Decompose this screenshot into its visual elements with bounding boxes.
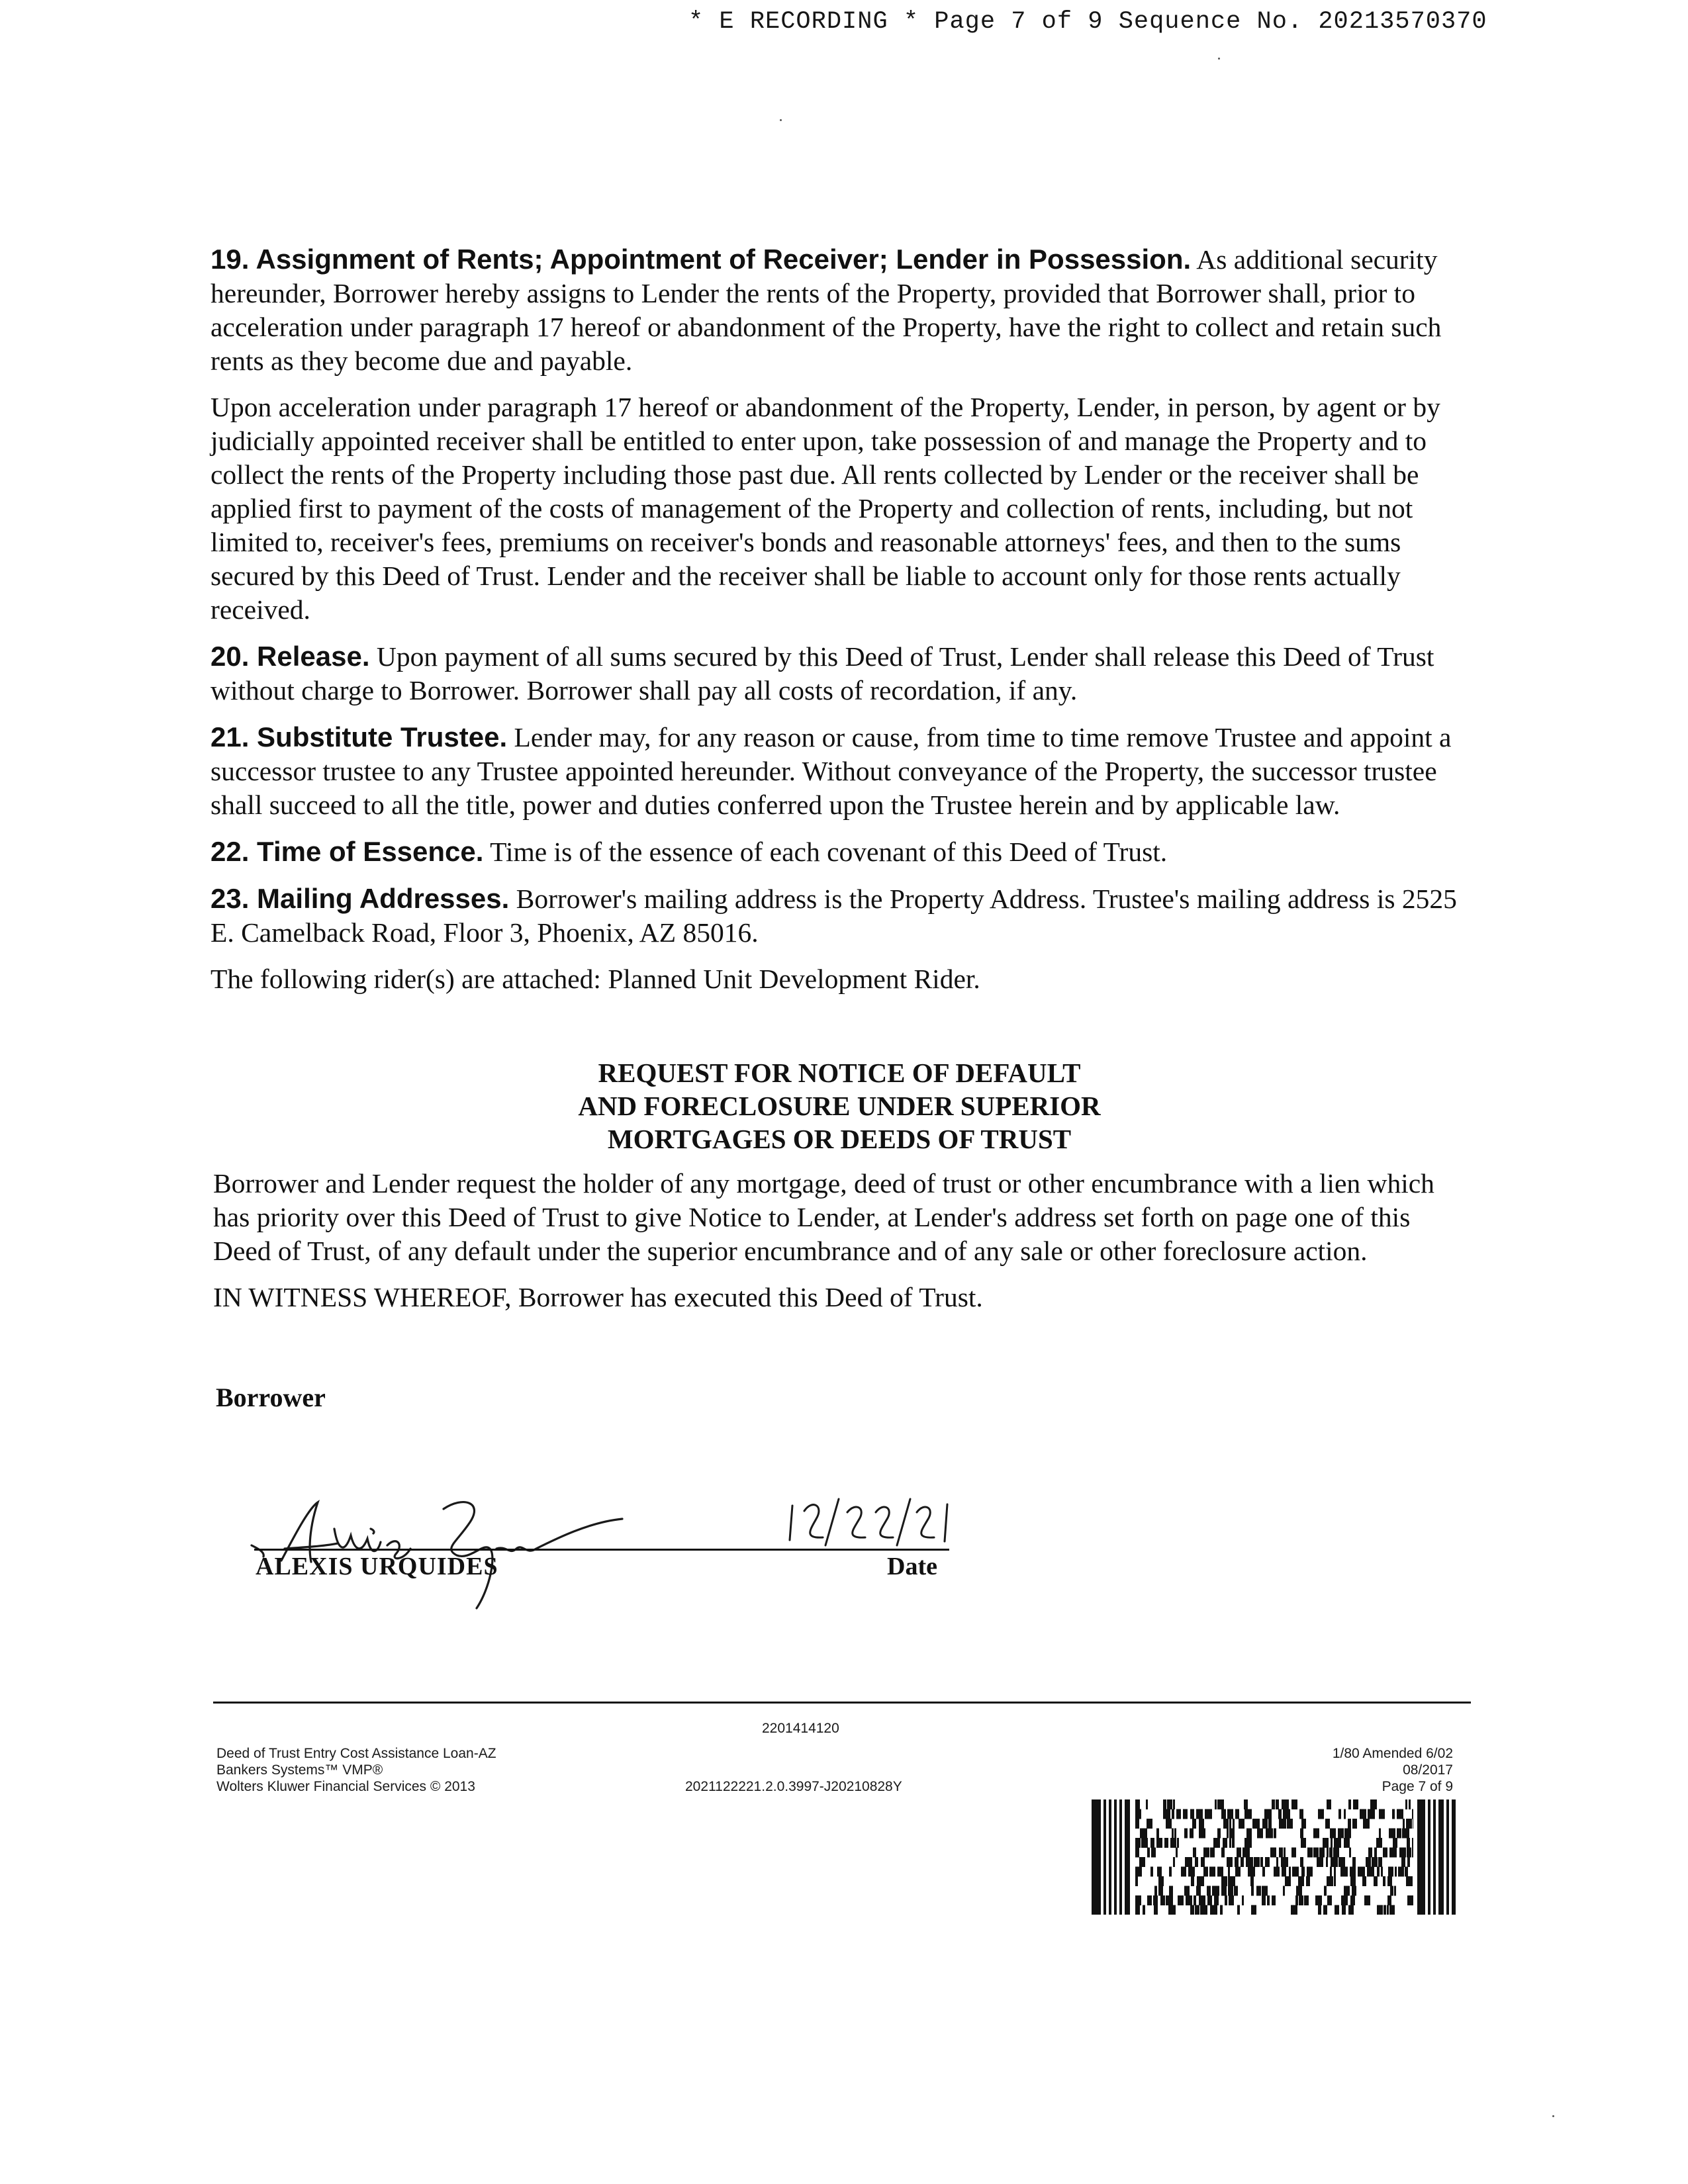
section-text: As additional security hereunder, Borrower hereby assigns to Lender the rents of the Property, provided that Borrower shall, prior to acceleration under paragraph 17 hereof or abandonment of the Property, have the right to collect and retain such rents as they become due and payable. <box>211 244 1442 376</box>
section-text: Upon payment of all sums secured by this Deed of Trust, Lender shall release this Deed of Trust without charge to Borrower. Borrower shall pay all costs of recordation, if any. <box>211 641 1434 705</box>
deed-sections <box>211 242 1468 1009</box>
scan-speck <box>1218 58 1220 60</box>
request-text: Borrower and Lender request the holder of any mortgage, deed of trust or other encumbrance with a lien which has priority over this Deed of Trust to give Notice to Lender, at Lender's address set forth on page one of this Deed of Trust, of any default under the superior encumbrance and of any sale or other foreclosure action. <box>213 1168 1434 1266</box>
loan-number: 2201414120 <box>762 1721 839 1736</box>
request-title-line: REQUEST FOR NOTICE OF DEFAULT <box>598 1058 1081 1088</box>
request-title-line: MORTGAGES OR DEEDS OF TRUST <box>607 1124 1072 1154</box>
recording-header: * E RECORDING * Page 7 of 9 Sequence No. 20213570370 <box>688 8 1487 36</box>
request-section <box>213 1167 1471 1327</box>
footer-line: 08/2017 <box>1403 1762 1453 1778</box>
witness-text: IN WITNESS WHEREOF, Borrower has executed this Deed of Trust. <box>213 1282 983 1312</box>
section-heading: 22. Time of Essence. <box>211 836 484 867</box>
request-title <box>211 1056 1468 1156</box>
section-text: Lender may, for any reason or cause, from time to time remove Trustee and appoint a successor trustee to any Trustee appointed hereunder. Without conveyance of the Property, the successor trustee shall succeed to all the title, power and duties conferred upon the Trustee herein and by applicable law. <box>211 722 1452 820</box>
document-code: 2021122221.2.0.3997-J20210828Y <box>685 1779 902 1794</box>
footer-line: Wolters Kluwer Financial Services © 2013 <box>216 1779 475 1794</box>
section-19-continued <box>211 390 1468 627</box>
footer-line: Deed of Trust Entry Cost Assistance Loan-AZ <box>216 1746 496 1761</box>
request-title-line: AND FORECLOSURE UNDER SUPERIOR <box>578 1091 1101 1121</box>
section-text: Upon acceleration under paragraph 17 hereof or abandonment of the Property, Lender, in person, by agent or by judicially appointed receiver shall be entitled to enter upon, take possession of and manage the Property and to collect the rents of the Property including those past due. All rents collected by Lender or the receiver shall be applied first to payment of the costs of management of the Property and collection of rents, including, but not limited to, receiver's fees, premiums on receiver's bonds and reasonable attorneys' fees, and then to the sums secured by this Deed of Trust. Lender and the receiver shall be liable to account only for those rents actually received. <box>211 392 1440 625</box>
section-heading: 20. Release. <box>211 641 370 672</box>
footer-form-info <box>216 1745 587 1795</box>
footer-line: Page 7 of 9 <box>1382 1779 1453 1794</box>
footer-line: 1/80 Amended 6/02 <box>1332 1746 1453 1761</box>
section-text: Borrower's mailing address is the Property Address. Trustee's mailing address is 2525 E. Camelback Road, Floor 3, Phoenix, AZ 85016. <box>211 884 1457 948</box>
date-label: Date <box>887 1553 937 1580</box>
section-text: Time is of the essence of each covenant of this Deed of Trust. <box>483 837 1168 867</box>
section-heading: 19. Assignment of Rents; Appointment of Receiver; Lender in Possession. <box>211 244 1192 275</box>
section-heading: 23. Mailing Addresses. <box>211 883 510 914</box>
signer-name: ALEXIS URQUIDES <box>256 1553 498 1580</box>
section-23 <box>211 882 1468 950</box>
borrower-label: Borrower <box>216 1383 326 1412</box>
handwritten-date <box>784 1492 983 1552</box>
section-text: The following rider(s) are attached: Planned Unit Development Rider. <box>211 964 980 994</box>
footer-line: Bankers Systems™ VMP® <box>216 1762 383 1778</box>
scan-speck <box>780 119 782 121</box>
section-20 <box>211 639 1468 707</box>
section-21 <box>211 720 1468 822</box>
section-19 <box>211 242 1468 378</box>
footer-divider <box>213 1702 1471 1704</box>
pdf417-barcode <box>1092 1799 1456 1915</box>
section-22 <box>211 835 1468 869</box>
scan-speck <box>1552 2115 1554 2117</box>
section-heading: 21. Substitute Trustee. <box>211 721 508 752</box>
signature-line <box>254 1549 949 1551</box>
riders-statement <box>211 962 1468 996</box>
footer-page-info <box>1178 1745 1453 1795</box>
